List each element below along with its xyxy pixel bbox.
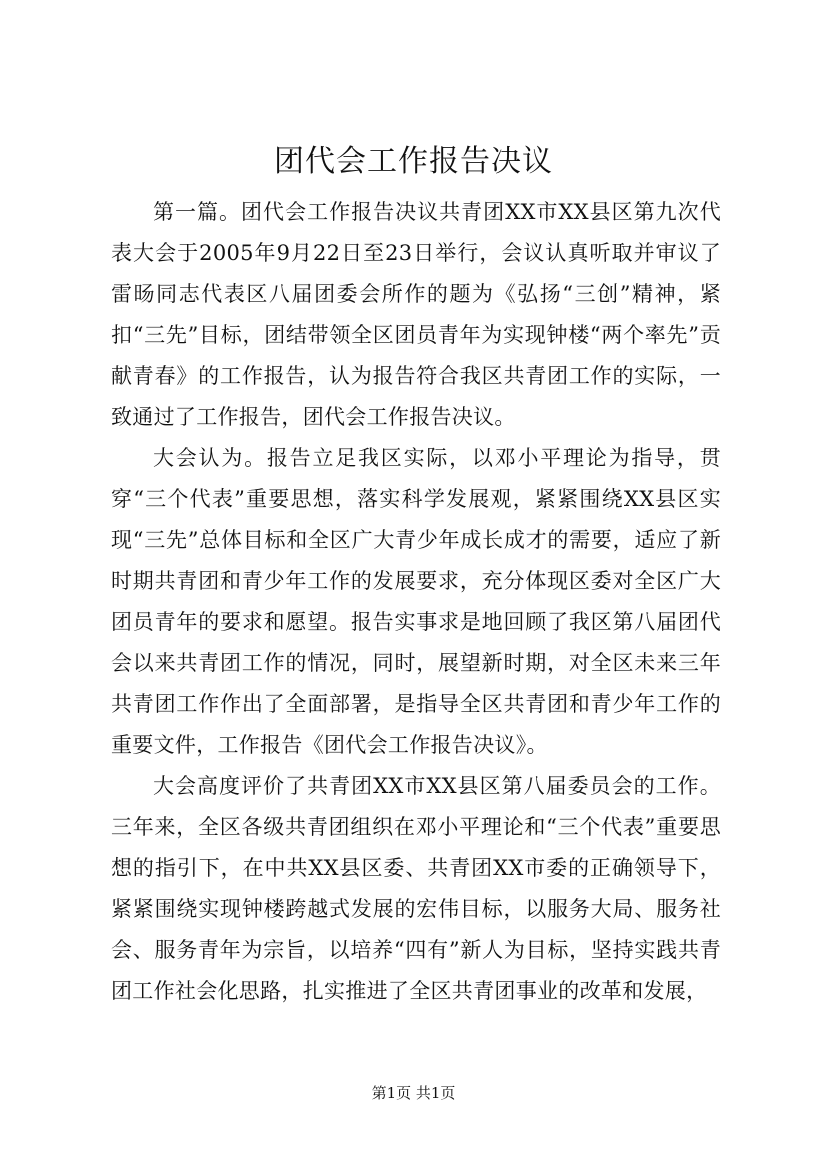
paragraph-2: 大会认为。报告立足我区实际，以邓小平理论为指导，贯穿“三个代表”重要思想，落实科学发展观，紧紧围绕XX县区实现“三先”总体目标和全区广大青少年成长成才的需要，适应了新时期共青团和青少年工作的发展要求，充分体现区委对全区广大团员青年的要求和愿望。报告实事求是地回顾了我区第八届团代会以来共青团工作的情况，同时，展望新时期，对全区未来三年共青团工作作出了全面部署，是指导全区共青团和青少年工作的重要文件，工作报告《团代会工作报告决议》。: [111, 446, 721, 757]
page-number-footer: 第1页 共1页: [371, 1084, 456, 1102]
paragraph-1: 第一篇。团代会工作报告决议共青团XX市XX县区第九次代表大会于2005年9月22日至23日举行，会议认真听取并审议了雷旸同志代表区八届团委会所作的题为《弘扬“三创”精神，紧扣“三先”目标，团结带领全区团员青年为实现钟楼“两个率先”贡献青春》的工作报告，认为报告符合我区共青团工作的实际，一致通过了工作报告，团代会工作报告决议。: [111, 200, 721, 429]
document-title: 团代会工作报告决议: [274, 144, 553, 179]
document-body: [111, 192, 721, 1012]
paragraph-3: 大会高度评价了共青团XX市XX县区第八届委员会的工作。三年来，全区各级共青团组织在邓小平理论和“三个代表”重要思想的指引下，在中共XX县区委、共青团XX市委的正确领导下，紧紧围绕实现钟楼跨越式发展的宏伟目标，以服务大局、服务社会、服务青年为宗旨，以培养“四有”新人为目标，坚持实践共青团工作社会化思路，扎实推进了全区共青团事业的改革和发展，: [111, 774, 721, 1003]
